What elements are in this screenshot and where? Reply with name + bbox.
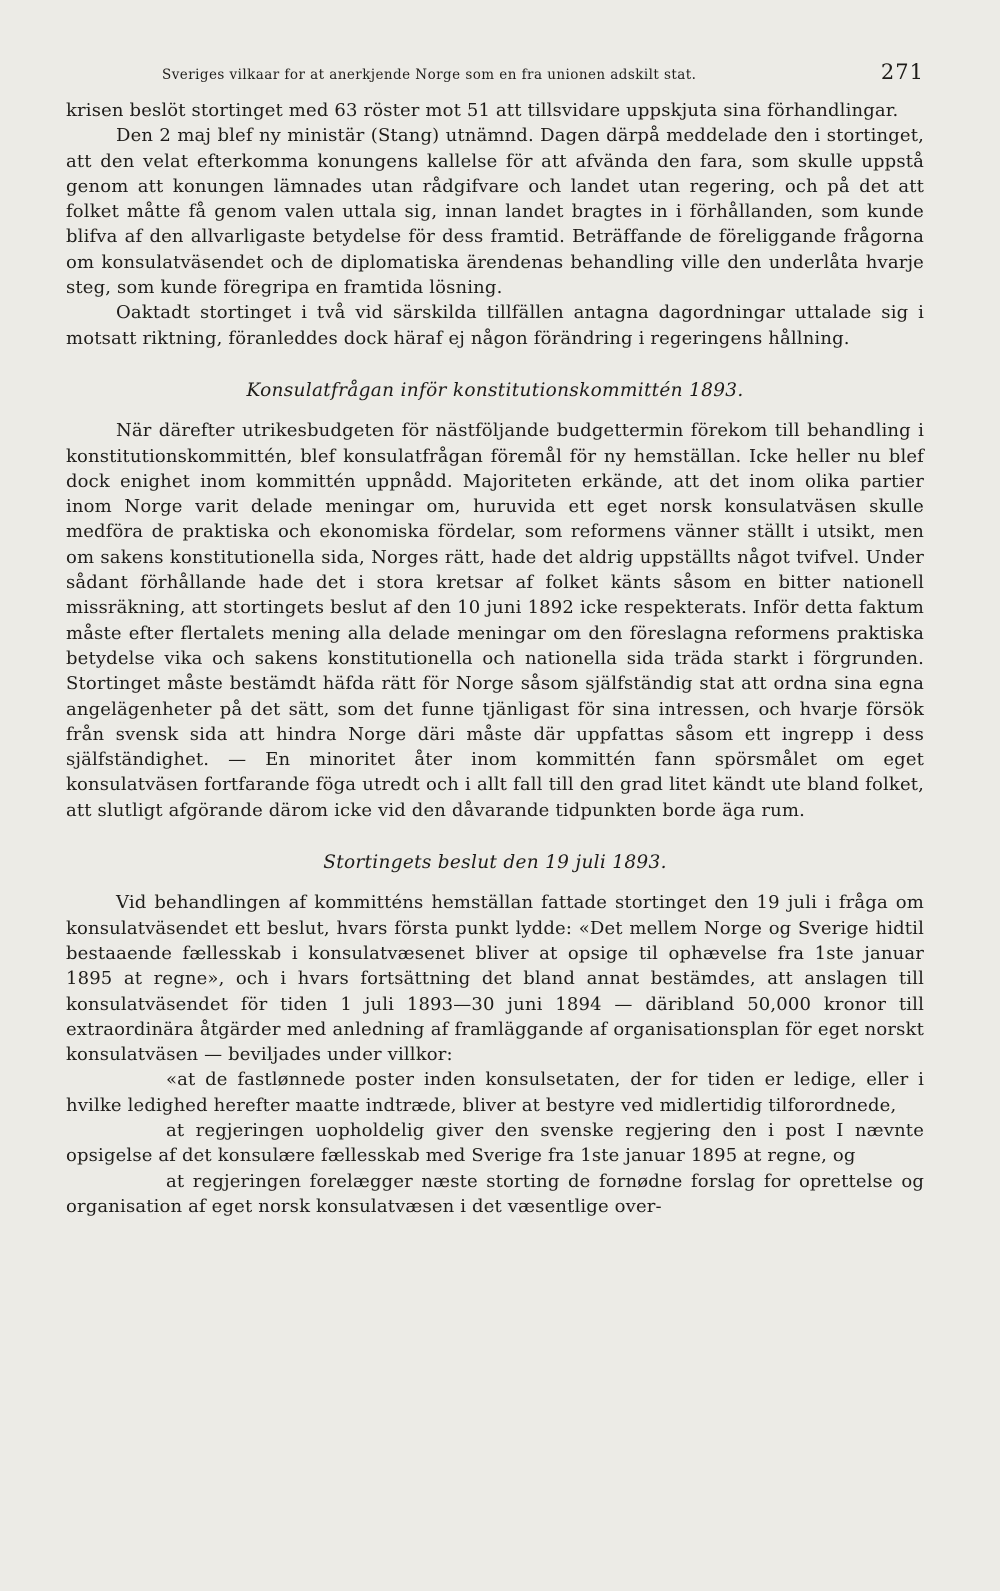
paragraph: Den 2 maj blef ny ministär (Stang) utnämnd. Dagen därpå meddelade den i stortinget, att den velat efterkomma konungens kallelse för att afvända den fara, som skulle uppstå genom att konungen lämnades utan rådgifvare och landet utan regering, och på det att folket måtte få genom valen uttala sig, innan landet bragtes in i förhållanden, som kunde blifva af den allvarligaste betydelse för dess framtid. Beträffande de föreliggande frågorna om konsulatväsendet och de diplomatiska ärendenas behandling ville den underlåta hvarje steg, som kunde föregripa en framtida lösning. — [66, 125, 924, 299]
paragraph: Vid behandlingen af kommitténs hemställan fattade stortinget den 19 juli i fråga om konsulatväsendet ett beslut, hvars första punkt lydde: «Det mellem Norge og Sverige hidtil bestaaende fællesskab i konsulatvæsenet bliver at opsige til ophævelse fra 1ste januar 1895 at regne», och i hvars fortsättning det bland annat bestämdes, att anslagen till konsulatväsendet för tiden 1 juli 1893—30 juni 1894 — däribland 50,000 kronor till extraordinära åtgärder med anledning af framläggande af organisationsplan för eget norskt konsulatväsen — beviljades under villkor: — [66, 892, 924, 1066]
body-text — [66, 98, 924, 1219]
paragraph: Oaktadt stortinget i två vid särskilda tillfällen antagna dagordningar uttalade sig i motsatt riktning, föranleddes dock häraf ej någon förändring i regeringens hållning. — [66, 302, 924, 349]
quoted-condition: at regjeringen forelægger næste storting de fornødne forslag for oprettelse og organisation af eget norsk konsulatvæsen i det væsentlige over- — [66, 1170, 924, 1217]
section-heading: Stortingets beslut den 19 juli 1893. — [323, 852, 667, 874]
running-head: Sveriges vilkaar for at anerkjende Norge som en fra unionen adskilt stat. — [162, 67, 697, 83]
page-number: 271 — [880, 60, 924, 84]
quoted-condition: «at de fastlønnede poster inden konsulsetaten, der for tiden er ledige, eller i hvilke ledighed herefter maatte indtræde, bliver at bestyre ved midlertidig tilforordnede, — [66, 1069, 924, 1116]
paragraph: När därefter utrikesbudgeten för nästföljande budgettermin förekom till behandling i konstitutionskommittén, blef konsulatfrågan föremål för ny hemställan. Icke heller nu blef dock enighet inom kommittén uppnådd. Majoriteten erkände, att det inom olika partier inom Norge varit delade meningar om, huruvida ett eget norsk konsulatväsen skulle medföra de praktiska och ekonomiska fördelar, som reformens vänner ställt i utsikt, men om sakens konstitutionella sida, Norges rätt, hade det aldrig uppställts något tvifvel. Under sådant förhållande hade det i stora kretsar af folket känts såsom en bitter nationell missräkning, att stortingets beslut af den 10 juni 1892 icke respekterats. Inför detta faktum måste efter flertalets mening alla delade meningar om den föreslagna reformens praktiska betydelse vika och sakens konstitutionella och nationella sida träda starkt i förgrunden. Stortinget måste bestämdt häfda rätt för Norge såsom själfständig stat att ordna sina egna angelägenheter på det sätt, som det funne tjänligast för sina intressen, och hvarje försök från svensk sida att hindra Norge däri måste där uppfattas såsom ett ingrepp i dess själfständighet. — En minoritet åter inom kommittén fann spörsmålet om eget konsulatväsen fortfarande föga utredt och i allt fall till den grad litet kändt ute bland folket, att slutligt afgörande därom icke vid den dåvarande tidpunkten borde äga rum. — [66, 420, 924, 821]
page-header — [66, 60, 924, 84]
quoted-condition: at regjeringen uopholdelig giver den svenske regjering den i post I nævnte opsigelse af det konsulære fællesskab med Sverige fra 1ste januar 1895 at regne, og — [66, 1119, 924, 1167]
paragraph: krisen beslöt stortinget med 63 röster mot 51 att tillsvidare uppskjuta sina förhandlingar. — [66, 100, 899, 121]
section-heading: Konsulatfrågan inför konstitutionskommittén 1893. — [246, 379, 744, 401]
